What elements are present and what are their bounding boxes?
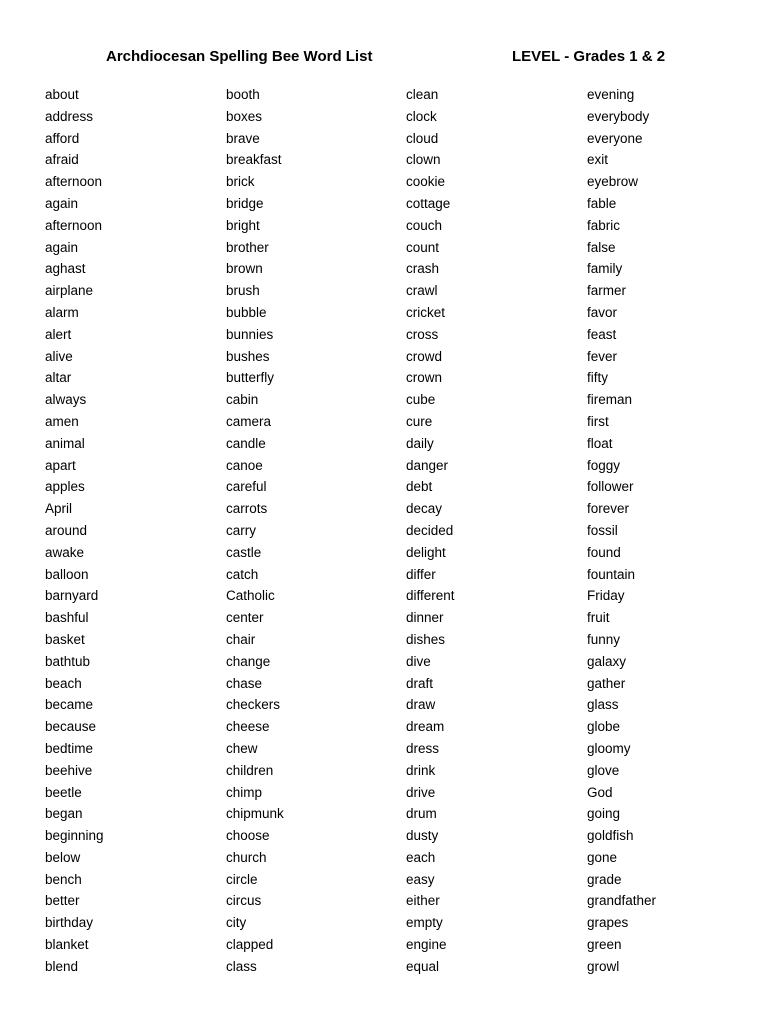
word-list-item: fruit [587, 610, 610, 626]
word-list-item: candle [226, 435, 266, 451]
word-list-item: because [45, 719, 97, 735]
word-list-item: dream [406, 719, 445, 735]
word-list-item: clown [406, 152, 441, 168]
word-list-item: center [226, 610, 264, 626]
word-list-item: altar [45, 370, 72, 386]
word-list-item: fever [587, 348, 618, 364]
word-list-item: everybody [587, 108, 650, 124]
word-list-item: carry [226, 522, 256, 538]
word-list-item: cure [406, 413, 433, 429]
word-list-item: always [45, 392, 87, 408]
word-list-item: butterfly [226, 370, 275, 386]
word-list-item: circus [226, 893, 262, 909]
word-list-item: first [587, 413, 609, 429]
word-list-item: breakfast [226, 152, 282, 168]
word-list-item: class [226, 958, 257, 974]
word-list-item: brush [226, 283, 260, 299]
word-list-item: chimp [226, 784, 263, 800]
word-list-item: fountain [587, 566, 636, 582]
word-list-item: evening [587, 87, 635, 102]
word-list-item: bright [226, 217, 260, 233]
word-list-item: blend [45, 958, 79, 974]
word-list-item: castle [226, 544, 262, 560]
word-list-item: booth [226, 87, 260, 102]
word-list-item: forever [587, 501, 630, 517]
word-list-item: canoe [226, 457, 263, 473]
word-list-item: either [406, 893, 440, 909]
word-list-item: crawl [406, 283, 438, 299]
word-list-item: engine [406, 937, 447, 953]
word-list-item: cricket [406, 304, 446, 320]
word-list-item: brave [226, 130, 260, 146]
word-list-item: globe [587, 719, 621, 735]
word-list-item: different [406, 588, 455, 604]
word-column-1 [45, 84, 104, 978]
word-list-item: again [45, 195, 79, 211]
word-list-item: empty [406, 915, 443, 931]
word-list-item: debt [406, 479, 433, 495]
word-list-item: float [587, 435, 613, 451]
word-list-item: crash [406, 261, 440, 277]
word-list-item: delight [406, 544, 446, 560]
word-list-item: cheese [226, 719, 270, 735]
word-list-item: danger [406, 457, 449, 473]
word-list-item: alarm [45, 304, 79, 320]
word-list-item: alive [45, 348, 73, 364]
word-list-item: funny [587, 631, 621, 647]
word-list-item: foggy [587, 457, 621, 473]
word-list-item: each [406, 849, 436, 865]
word-list-item: found [587, 544, 621, 560]
word-list-item: camera [226, 413, 272, 429]
word-list-item: city [226, 915, 247, 931]
word-list-item: gone [587, 849, 618, 865]
document-title: Archdiocesan Spelling Bee Word List [106, 48, 373, 65]
word-list-item: false [587, 239, 616, 255]
word-list-item: count [406, 239, 440, 255]
word-list-item: chair [226, 631, 256, 647]
word-column-4 [587, 84, 656, 978]
word-list-item: dusty [406, 828, 439, 844]
word-list-item: bubble [226, 304, 267, 320]
word-list-item: bashful [45, 610, 89, 626]
word-list-item: grade [587, 871, 622, 887]
word-list-item: growl [587, 958, 620, 974]
word-list-item: around [45, 522, 88, 538]
word-list-item: going [587, 806, 621, 822]
word-list-item: bushes [226, 348, 270, 364]
word-list-item: choose [226, 828, 270, 844]
word-list-item: easy [406, 871, 435, 887]
word-list-item: cottage [406, 195, 451, 211]
word-list-item: farmer [587, 283, 627, 299]
word-list-item: clapped [226, 937, 274, 953]
word-list-item: afternoon [45, 217, 103, 233]
word-list-item: chew [226, 740, 258, 756]
word-list-item: drink [406, 762, 436, 778]
word-list-item: differ [406, 566, 436, 582]
word-list-item: family [587, 261, 623, 277]
word-list-item: clean [406, 87, 439, 102]
word-list-item: cross [406, 326, 439, 342]
word-list-item: dishes [406, 631, 446, 647]
word-list-item: April [45, 501, 73, 517]
word-list-item: became [45, 697, 94, 713]
word-list-item: follower [587, 479, 634, 495]
word-list-item: began [45, 806, 83, 822]
word-list-item: fireman [587, 392, 633, 408]
word-list-item: beehive [45, 762, 93, 778]
word-list-item: cabin [226, 392, 259, 408]
word-list-item: gather [587, 675, 626, 691]
word-list-item: goldfish [587, 828, 634, 844]
word-list-item: Friday [587, 588, 625, 604]
word-list-item: beach [45, 675, 82, 691]
word-list-item: afternoon [45, 174, 103, 190]
word-list-item: again [45, 239, 79, 255]
word-list-item: gloomy [587, 740, 631, 756]
word-list-item: cube [406, 392, 436, 408]
word-list-item: airplane [45, 283, 94, 299]
word-list-item: cloud [406, 130, 439, 146]
word-list-item: crowd [406, 348, 443, 364]
word-list-item: grandfather [587, 893, 657, 909]
word-list-item: drum [406, 806, 437, 822]
word-list-item: basket [45, 631, 85, 647]
word-list-item: aghast [45, 261, 86, 277]
word-list-item: amen [45, 413, 79, 429]
word-list-item: afford [45, 130, 80, 146]
word-list-item: dinner [406, 610, 444, 626]
word-list-item: apples [45, 479, 85, 495]
word-list-item: barnyard [45, 588, 99, 604]
word-list-item: galaxy [587, 653, 627, 669]
word-list-item: exit [587, 152, 609, 168]
word-list-item: bunnies [226, 326, 274, 342]
word-list-item: drive [406, 784, 436, 800]
word-list-item: brick [226, 174, 255, 190]
word-list-item: clock [406, 108, 437, 124]
word-list-item: equal [406, 958, 440, 974]
word-list-item: God [587, 784, 613, 800]
word-list-item: chipmunk [226, 806, 284, 822]
word-list-item: careful [226, 479, 267, 495]
word-list-item: Catholic [226, 588, 275, 604]
word-list-item: better [45, 893, 80, 909]
word-list-item: catch [226, 566, 259, 582]
word-list-item: alert [45, 326, 72, 342]
word-list-item: decided [406, 522, 454, 538]
word-list-item: dress [406, 740, 440, 756]
word-column-2 [226, 84, 284, 978]
word-list-item: children [226, 762, 274, 778]
word-list-item: cookie [406, 174, 446, 190]
word-list-item: eyebrow [587, 174, 639, 190]
word-list-item: draft [406, 675, 434, 691]
word-list-item: brother [226, 239, 269, 255]
word-list-item: blanket [45, 937, 89, 953]
word-list-item: fable [587, 195, 617, 211]
word-list-item: fossil [587, 522, 618, 538]
word-list-item: everyone [587, 130, 643, 146]
word-list-item: draw [406, 697, 436, 713]
word-list-item: apart [45, 457, 76, 473]
word-list-item: fabric [587, 217, 621, 233]
word-list-item: bench [45, 871, 82, 887]
word-list-item: carrots [226, 501, 268, 517]
word-list-item: below [45, 849, 81, 865]
word-list-item: birthday [45, 915, 94, 931]
word-list-item: glove [587, 762, 620, 778]
word-list-item: bathtub [45, 653, 91, 669]
word-list-item: beginning [45, 828, 104, 844]
word-list-item: boxes [226, 108, 263, 124]
word-list-item: chase [226, 675, 263, 691]
level-label: LEVEL - Grades 1 & 2 [512, 48, 666, 65]
word-list-item: afraid [45, 152, 79, 168]
word-list-item: dive [406, 653, 431, 669]
word-list-item: circle [226, 871, 258, 887]
word-list-item: change [226, 653, 271, 669]
word-list-item: grapes [587, 915, 629, 931]
word-list-item: bedtime [45, 740, 94, 756]
word-list-item: crown [406, 370, 443, 386]
word-list-item: daily [406, 435, 434, 451]
word-list-item: animal [45, 435, 85, 451]
word-list-item: couch [406, 217, 443, 233]
word-list-item: decay [406, 501, 443, 517]
word-list-item: feast [587, 326, 617, 342]
word-list-item: checkers [226, 697, 281, 713]
word-list-item: brown [226, 261, 263, 277]
word-list-item: about [45, 87, 79, 102]
word-list-item: bridge [226, 195, 264, 211]
word-list-item: favor [587, 304, 618, 320]
word-list-item: balloon [45, 566, 89, 582]
word-list-item: beetle [45, 784, 82, 800]
word-list-item: green [587, 937, 622, 953]
word-list-item: glass [587, 697, 619, 713]
word-list-item: fifty [587, 370, 609, 386]
word-list-item: church [226, 849, 267, 865]
word-list-item: address [45, 108, 94, 124]
word-column-3 [406, 84, 455, 978]
word-list-item: awake [45, 544, 85, 560]
